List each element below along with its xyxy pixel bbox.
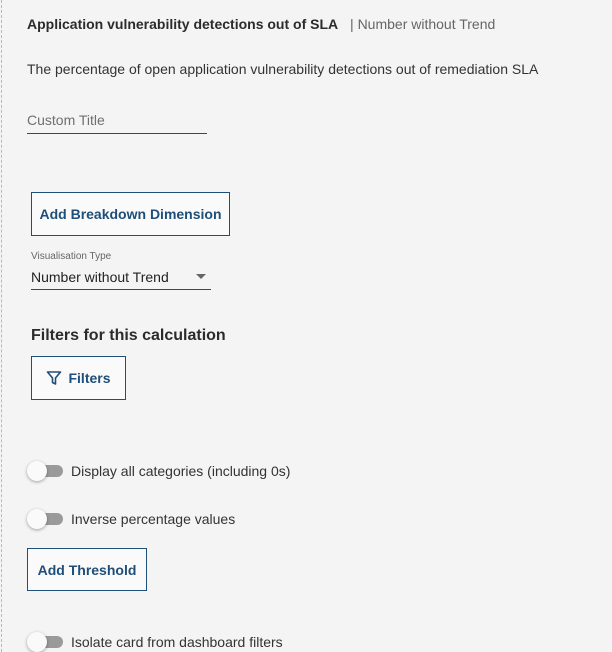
filters-button-label: Filters xyxy=(68,370,111,386)
inverse-percentage-toggle[interactable] xyxy=(27,511,63,527)
visualisation-type-value: Number without Trend xyxy=(31,269,169,285)
isolate-card-label: Isolate card from dashboard filters xyxy=(71,634,283,650)
inverse-percentage-label: Inverse percentage values xyxy=(71,511,236,527)
filter-icon xyxy=(46,370,62,386)
card-visualisation-type: Number without Trend xyxy=(357,16,496,32)
filters-heading: Filters for this calculation xyxy=(31,327,226,344)
visualisation-type-select[interactable] xyxy=(31,268,211,290)
custom-title-input[interactable] xyxy=(27,112,207,134)
display-all-categories-label: Display all categories (including 0s) xyxy=(71,463,291,479)
card-title: Application vulnerability detections out of SLA xyxy=(27,16,339,32)
toggle-row-isolate-card xyxy=(27,634,283,650)
add-threshold-button[interactable]: Add Threshold xyxy=(27,548,147,591)
filters-button[interactable] xyxy=(31,356,126,400)
toggle-row-display-all-categories xyxy=(27,463,290,479)
isolate-card-toggle[interactable] xyxy=(27,634,63,650)
panel-left-border xyxy=(1,0,2,652)
card-header xyxy=(27,16,495,32)
header-separator: | xyxy=(350,16,354,32)
visualisation-type-label: Visualisation Type xyxy=(31,251,112,262)
display-all-categories-toggle[interactable] xyxy=(27,463,63,479)
card-description: The percentage of open application vulnerability detections out of remediation SLA xyxy=(27,61,539,77)
add-breakdown-dimension-button[interactable]: Add Breakdown Dimension xyxy=(31,192,230,236)
toggle-row-inverse-percentage xyxy=(27,511,235,527)
chevron-down-icon xyxy=(196,274,206,279)
